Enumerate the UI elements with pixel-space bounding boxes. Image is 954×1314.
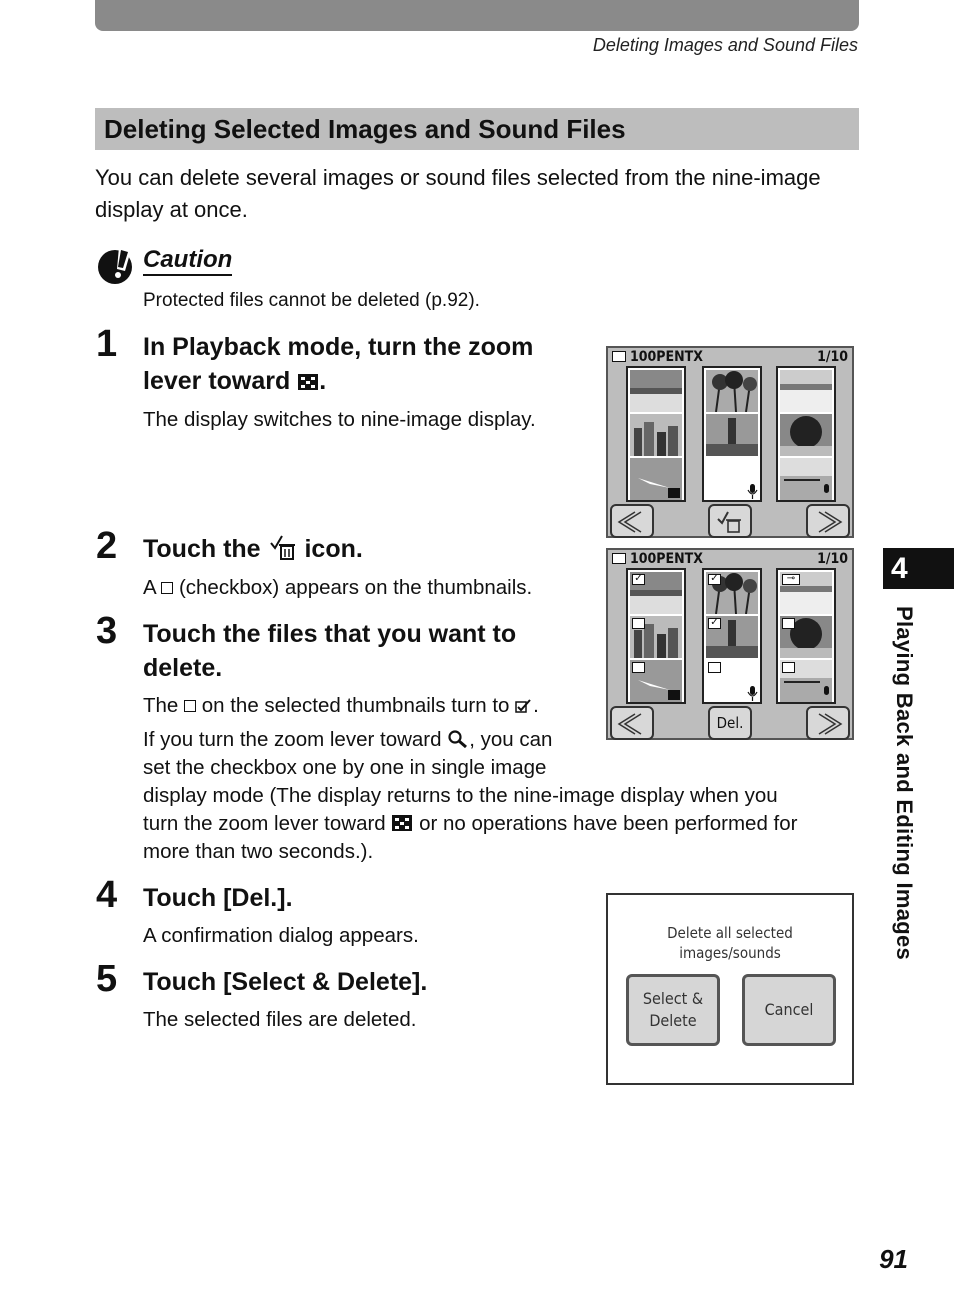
checkbox-icon bbox=[161, 582, 173, 594]
chapter-tab: 4 bbox=[883, 548, 954, 589]
page-number: 91 bbox=[879, 1244, 908, 1274]
thumbnail[interactable] bbox=[780, 660, 832, 702]
folder-icon bbox=[612, 553, 626, 564]
step-heading bbox=[143, 532, 363, 566]
step-body-text: turn the zoom lever toward bbox=[143, 812, 386, 835]
thumbnail[interactable] bbox=[706, 370, 758, 412]
thumbnail[interactable] bbox=[706, 572, 758, 614]
step-body-text: The bbox=[143, 694, 179, 717]
del-button[interactable]: Del. bbox=[708, 706, 752, 740]
chevron-left-icon bbox=[617, 712, 647, 736]
step-body-text: on the selected thumbnails turn to bbox=[201, 694, 510, 717]
dialog-message-line: Delete all selected bbox=[667, 924, 793, 942]
checkbox-icon[interactable] bbox=[708, 662, 721, 673]
select-delete-icon bbox=[715, 510, 745, 534]
step-body: The selected files are deleted. bbox=[143, 1008, 417, 1031]
nine-image-grid-icon bbox=[391, 814, 413, 832]
thumbnail[interactable] bbox=[706, 616, 758, 658]
nine-image-grid-icon bbox=[297, 373, 319, 391]
palm-thumbnail-image bbox=[706, 370, 758, 412]
step-heading-line: In Playback mode, turn the zoom bbox=[143, 333, 534, 361]
thumbnail[interactable] bbox=[630, 370, 682, 412]
next-page-button[interactable] bbox=[806, 504, 850, 538]
button-label-line: Delete bbox=[649, 1011, 697, 1030]
movie-thumbnail-image bbox=[630, 458, 682, 500]
previous-page-button[interactable] bbox=[610, 706, 654, 740]
checkbox-icon[interactable] bbox=[782, 662, 795, 673]
step-heading-end: . bbox=[319, 367, 327, 395]
step-body: The display switches to nine-image display. bbox=[143, 408, 536, 431]
step-body-line: more than two seconds.). bbox=[143, 840, 374, 863]
checked-checkbox-icon bbox=[515, 699, 533, 713]
checkbox-icon[interactable] bbox=[632, 618, 645, 629]
step-body-line: display mode (The display returns to the nine-image display when you bbox=[143, 784, 778, 807]
caution-title: Caution bbox=[143, 246, 232, 276]
section-title: Deleting Selected Images and Sound Files bbox=[95, 108, 859, 150]
city-thumbnail-image bbox=[630, 414, 682, 456]
thumbnail[interactable] bbox=[780, 616, 832, 658]
step-heading bbox=[143, 617, 516, 685]
thumbnail-column bbox=[776, 366, 836, 502]
step-body-text: (checkbox) appears on the thumbnails. bbox=[178, 576, 533, 599]
step-heading-line: Touch the files that you want to bbox=[143, 620, 517, 648]
thumbnail-column bbox=[702, 366, 762, 502]
protect-key-icon: ⊸ bbox=[782, 574, 800, 585]
step-body-text: , you can bbox=[469, 728, 553, 751]
step-body-text: A bbox=[143, 576, 156, 599]
thumbnail[interactable] bbox=[780, 414, 832, 456]
tower-thumbnail-image bbox=[706, 414, 758, 456]
camera-screen-select-mode bbox=[606, 548, 854, 740]
screen-status-bar bbox=[612, 551, 848, 569]
folder-icon bbox=[612, 351, 626, 362]
thumbnail[interactable] bbox=[780, 370, 832, 412]
folder-name: 100PENTX bbox=[630, 551, 703, 567]
top-bar bbox=[95, 0, 859, 31]
step-heading-text: icon. bbox=[304, 535, 363, 563]
thumbnail[interactable] bbox=[706, 458, 758, 500]
previous-page-button[interactable] bbox=[610, 504, 654, 538]
tree-thumbnail-image bbox=[780, 414, 832, 456]
step-number: 1 bbox=[96, 323, 118, 365]
zoom-magnifier-icon bbox=[447, 730, 469, 748]
checkbox-icon[interactable] bbox=[632, 662, 645, 673]
caution-text: Protected files cannot be deleted (p.92). bbox=[143, 290, 480, 311]
step-number: 2 bbox=[96, 525, 118, 567]
thumbnail[interactable] bbox=[630, 616, 682, 658]
caution-icon bbox=[97, 245, 137, 285]
select-delete-button[interactable] bbox=[708, 504, 752, 538]
step-body-line: set the checkbox one by one in single image bbox=[143, 756, 547, 779]
thumbnail[interactable] bbox=[780, 458, 832, 500]
checked-checkbox-icon[interactable]: ✓ bbox=[708, 574, 721, 585]
next-page-button[interactable] bbox=[806, 706, 850, 740]
step-heading-line: delete. bbox=[143, 654, 223, 682]
step-number: 5 bbox=[96, 958, 118, 1000]
mic-icon bbox=[706, 458, 758, 500]
step-heading: Touch [Select & Delete]. bbox=[143, 968, 428, 996]
checkbox-icon[interactable] bbox=[782, 618, 795, 629]
cancel-button[interactable] bbox=[742, 974, 836, 1046]
folder-name: 100PENTX bbox=[630, 349, 703, 365]
step-number: 4 bbox=[96, 874, 118, 916]
step-body-text: or no operations have been performed for bbox=[419, 812, 798, 835]
step-heading-text: Touch the bbox=[143, 535, 261, 563]
checkbox-icon bbox=[184, 700, 196, 712]
button-label: Cancel bbox=[764, 1000, 814, 1019]
chevron-left-icon bbox=[617, 510, 647, 534]
beach-thumbnail-image bbox=[630, 370, 682, 412]
step-heading: Touch [Del.]. bbox=[143, 884, 293, 912]
step-body-line bbox=[143, 810, 855, 838]
thumbnail[interactable] bbox=[630, 414, 682, 456]
thumbnail[interactable] bbox=[706, 660, 758, 702]
thumbnail[interactable] bbox=[630, 572, 682, 614]
image-counter: 1/10 bbox=[817, 551, 848, 567]
pier-thumbnail-image bbox=[780, 458, 832, 500]
thumbnail-column bbox=[776, 568, 836, 704]
step-heading-text: lever toward bbox=[143, 367, 291, 395]
button-label-line: Select & bbox=[642, 989, 704, 1008]
step-heading-line bbox=[143, 364, 533, 398]
checked-checkbox-icon[interactable]: ✓ bbox=[708, 618, 721, 629]
select-and-delete-button[interactable] bbox=[626, 974, 720, 1046]
chapter-title: Playing Back and Editing Images bbox=[892, 606, 917, 961]
step-body: A confirmation dialog appears. bbox=[143, 924, 419, 947]
thumbnail[interactable] bbox=[630, 458, 682, 500]
step-number: 3 bbox=[96, 610, 118, 652]
thumbnail[interactable] bbox=[780, 572, 832, 614]
dialog-message bbox=[608, 923, 852, 963]
thumbnail-column bbox=[702, 568, 762, 704]
sea-thumbnail-image bbox=[780, 370, 832, 412]
thumbnail-column bbox=[626, 568, 686, 704]
screen-status-bar bbox=[612, 349, 848, 367]
image-counter: 1/10 bbox=[817, 349, 848, 365]
checked-checkbox-icon[interactable]: ✓ bbox=[632, 574, 645, 585]
camera-screen-nine-image bbox=[606, 346, 854, 538]
thumbnail-column bbox=[626, 366, 686, 502]
intro-text: You can delete several images or sound files selected from the nine-image display at once. bbox=[95, 165, 821, 222]
step-body bbox=[143, 574, 532, 602]
chevron-right-icon bbox=[813, 712, 843, 736]
dialog-message-line: images/sounds bbox=[679, 944, 781, 962]
thumbnail[interactable] bbox=[630, 660, 682, 702]
confirm-dialog bbox=[606, 893, 854, 1085]
thumbnail[interactable] bbox=[706, 414, 758, 456]
select-delete-icon bbox=[268, 533, 298, 561]
step-heading bbox=[143, 330, 533, 398]
step-body-text: If you turn the zoom lever toward bbox=[143, 728, 442, 751]
running-header: Deleting Images and Sound Files bbox=[592, 35, 858, 55]
chevron-right-icon bbox=[813, 510, 843, 534]
step-body-text: . bbox=[533, 694, 539, 717]
